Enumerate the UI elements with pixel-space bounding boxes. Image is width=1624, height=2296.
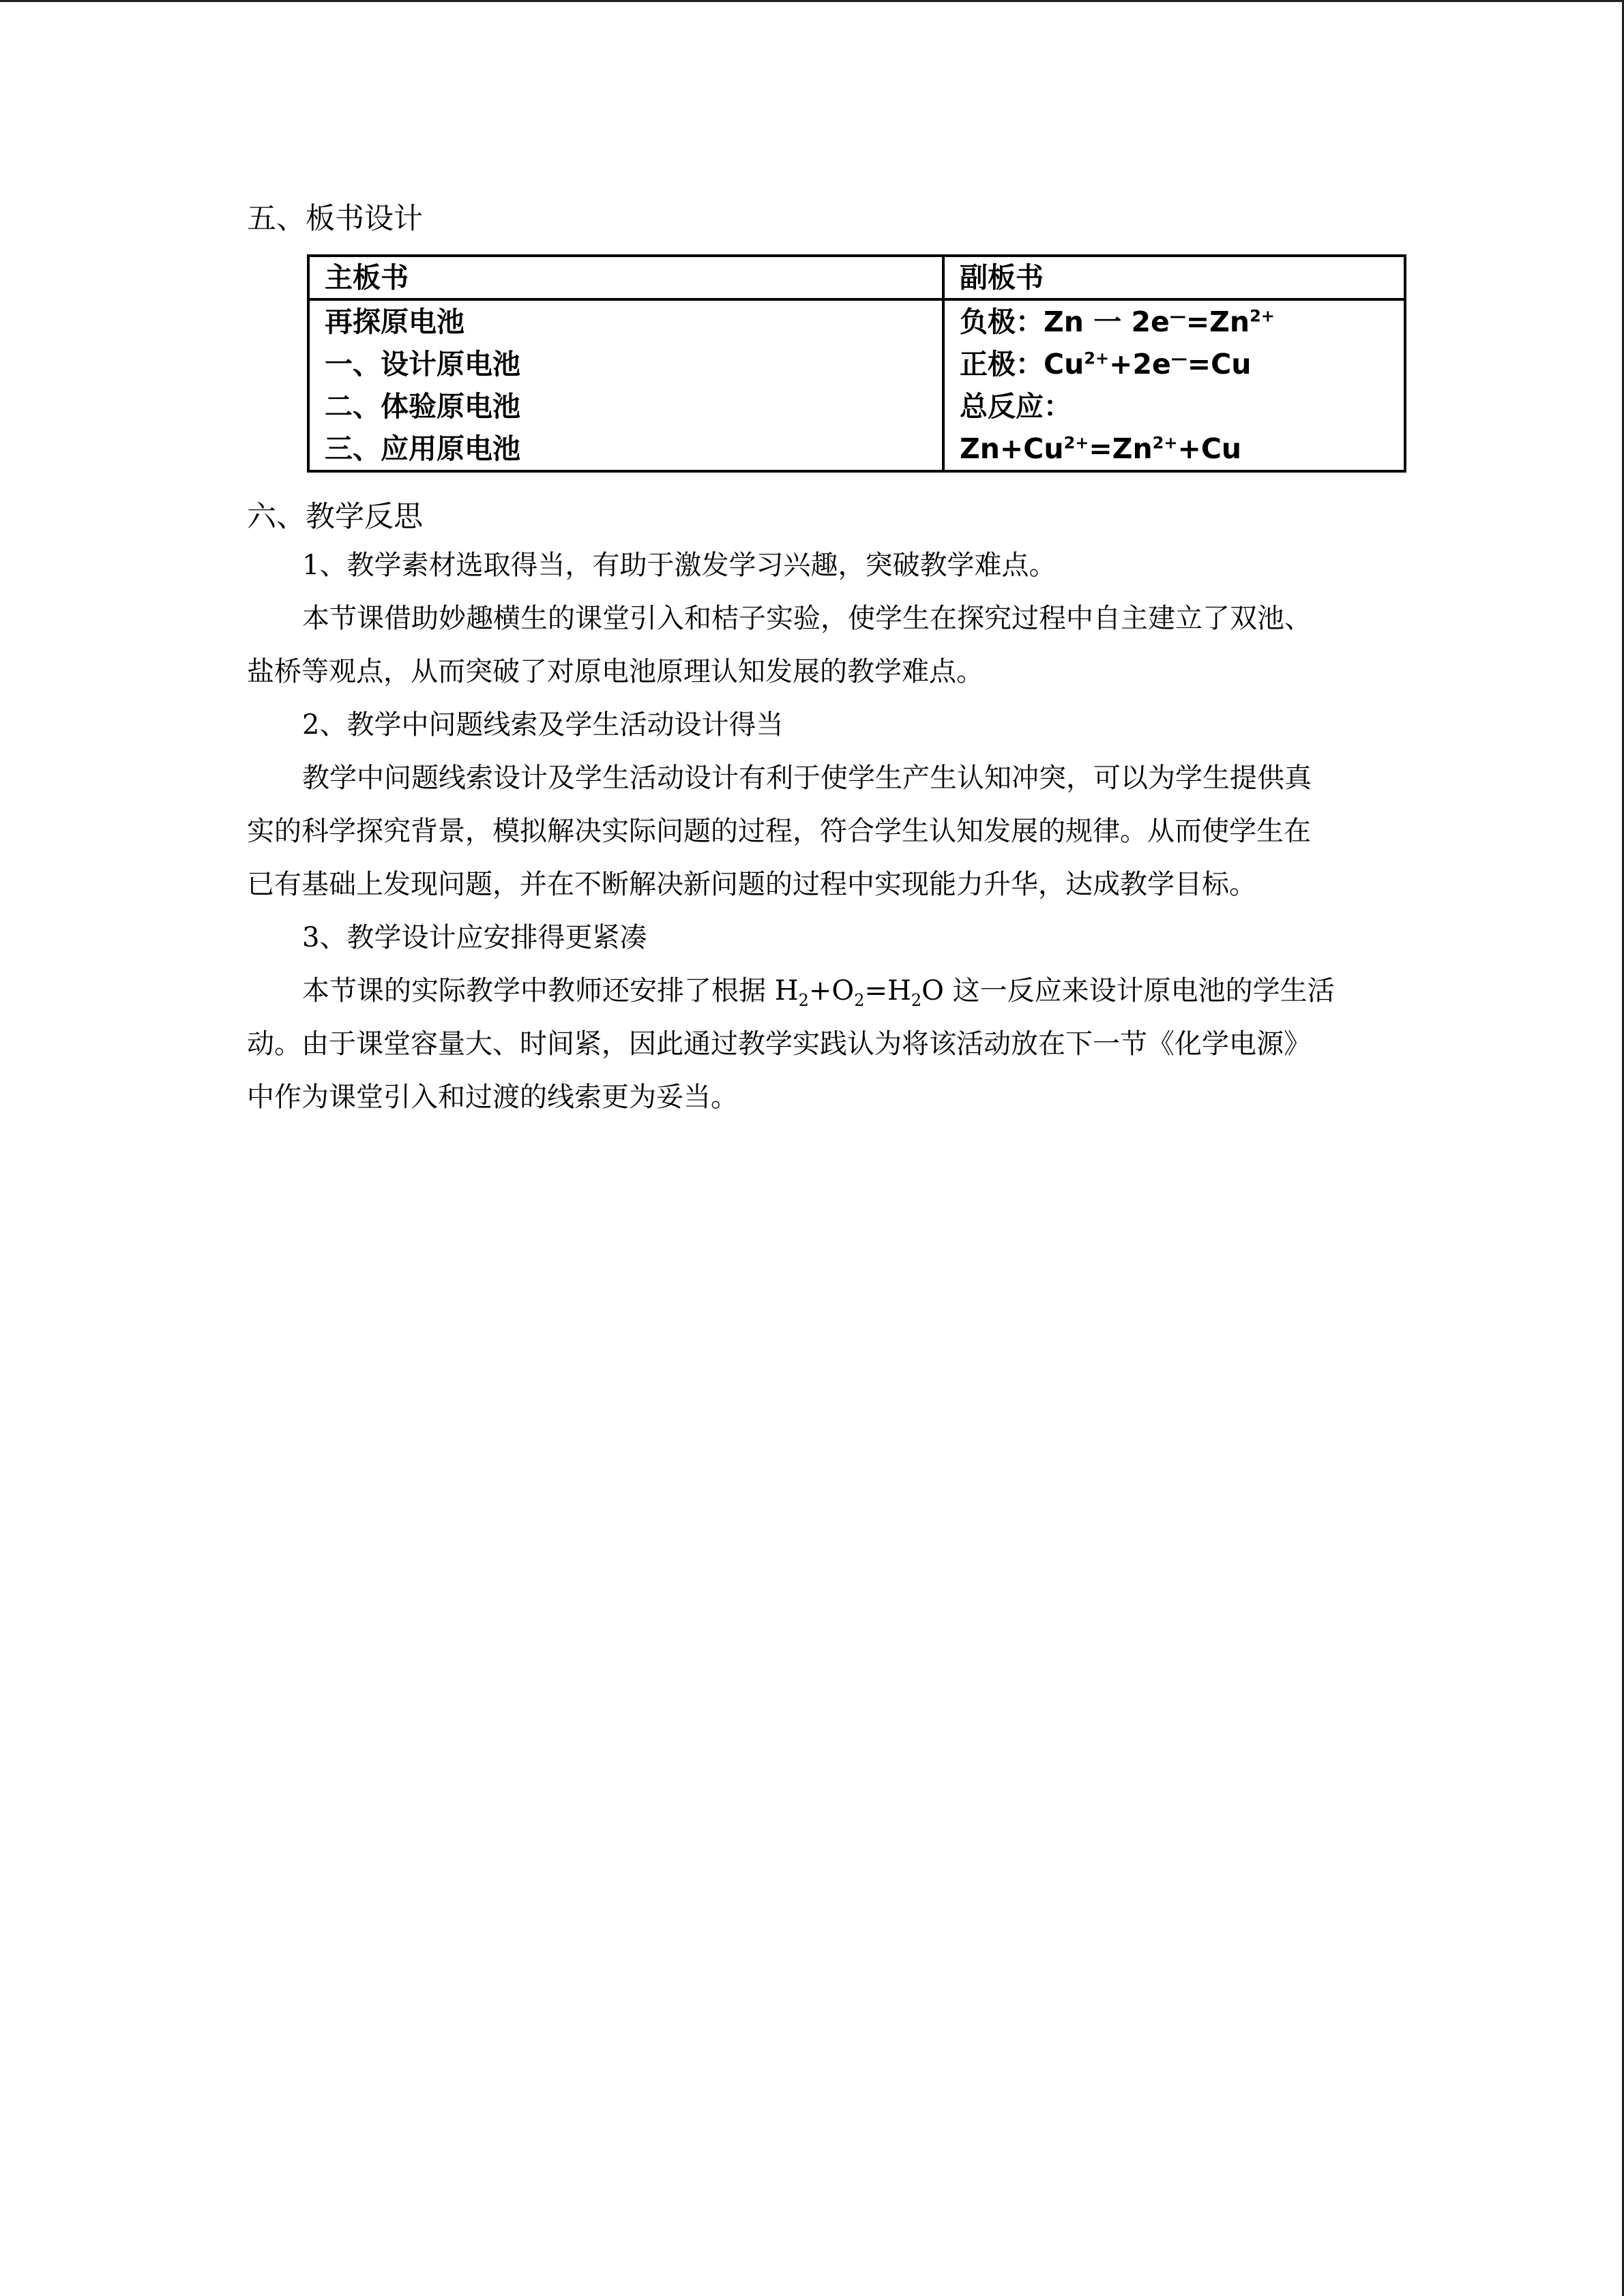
eq-label: 正极：	[960, 348, 1044, 381]
blackboard-design-table	[307, 254, 1406, 473]
text-part: O 这一反应来设计原电池的学生活	[921, 975, 1335, 1007]
paragraph-line: 教学中问题线索设计及学生活动设计有利于使学生产生认知冲突，可以为学生提供真	[302, 762, 1312, 794]
negative-electrode-equation	[960, 301, 1404, 343]
eq-superscript: —	[1169, 306, 1186, 326]
section-6-heading: 六、教学反思	[247, 500, 423, 534]
eq-part: Cu	[1044, 348, 1084, 381]
eq-superscript: 2+	[1250, 306, 1275, 326]
paragraph-line: 已有基础上发现问题，并在不断解决新问题的过程中实现能力升华，达成教学目标。	[247, 869, 1256, 900]
positive-electrode-equation	[960, 343, 1404, 385]
paragraph-line	[302, 964, 1421, 1017]
total-reaction-label: 总反应：	[960, 390, 1072, 423]
reflection-point-3: 3、教学设计应安排得更紧凑	[302, 922, 647, 953]
paragraph-line: 盐桥等观点，从而突破了对原电池原理认知发展的教学难点。	[247, 656, 984, 687]
main-board-line: 三、应用原电池	[325, 432, 520, 465]
main-board-line: 再探原电池	[325, 305, 464, 338]
paragraph-line: 中作为课堂引入和过渡的线索更为妥当。	[247, 1082, 738, 1113]
main-board-cell	[308, 299, 943, 471]
main-board-line: 一、设计原电池	[325, 348, 520, 381]
eq-part: Zn+Cu	[960, 432, 1064, 465]
eq-superscript: 2+	[1084, 348, 1110, 368]
page-border-top	[0, 0, 1624, 2]
reflection-point-2: 2、教学中问题线索及学生活动设计得当	[302, 709, 784, 741]
text-part: +O	[808, 975, 855, 1007]
subscript: 2	[854, 991, 865, 1010]
eq-label: 负极：	[960, 305, 1044, 338]
table-header-row	[308, 256, 1405, 299]
eq-part: =Zn	[1185, 305, 1250, 338]
table-content-row	[308, 299, 1405, 471]
paragraph-line: 动。由于课堂容量大、时间紧，因此通过教学实践认为将该活动放在下一节《化学电源》	[247, 1028, 1311, 1060]
section-5-heading: 五、板书设计	[247, 202, 423, 236]
eq-part: =Zn	[1089, 432, 1153, 465]
eq-part: +2e	[1109, 348, 1171, 381]
text-part: 本节课的实际教学中教师还安排了根据 H	[302, 975, 799, 1007]
eq-superscript: 2+	[1063, 433, 1089, 453]
total-reaction-equation	[960, 428, 1404, 470]
eq-part: +Cu	[1177, 432, 1242, 465]
paragraph-line: 实的科学探究背景，模拟解决实际问题的过程，符合学生认知发展的规律。从而使学生在	[247, 816, 1311, 847]
reflection-point-1: 1、教学素材选取得当，有助于激发学习兴趣，突破教学难点。	[302, 550, 1057, 581]
side-board-header: 副板书	[943, 256, 1405, 299]
eq-superscript: 2+	[1152, 433, 1178, 453]
eq-part: Zn 一 2e	[1044, 305, 1170, 338]
paragraph-line: 本节课借助妙趣横生的课堂引入和桔子实验，使学生在探究过程中自主建立了双池、	[302, 603, 1312, 634]
eq-superscript: —	[1170, 348, 1187, 368]
eq-part: =Cu	[1187, 348, 1252, 381]
text-part: =H	[864, 975, 911, 1007]
subscript: 2	[911, 991, 922, 1010]
main-board-header: 主板书	[308, 256, 943, 299]
main-board-line: 二、体验原电池	[325, 390, 520, 423]
subscript: 2	[798, 991, 809, 1010]
side-board-cell	[943, 299, 1405, 471]
